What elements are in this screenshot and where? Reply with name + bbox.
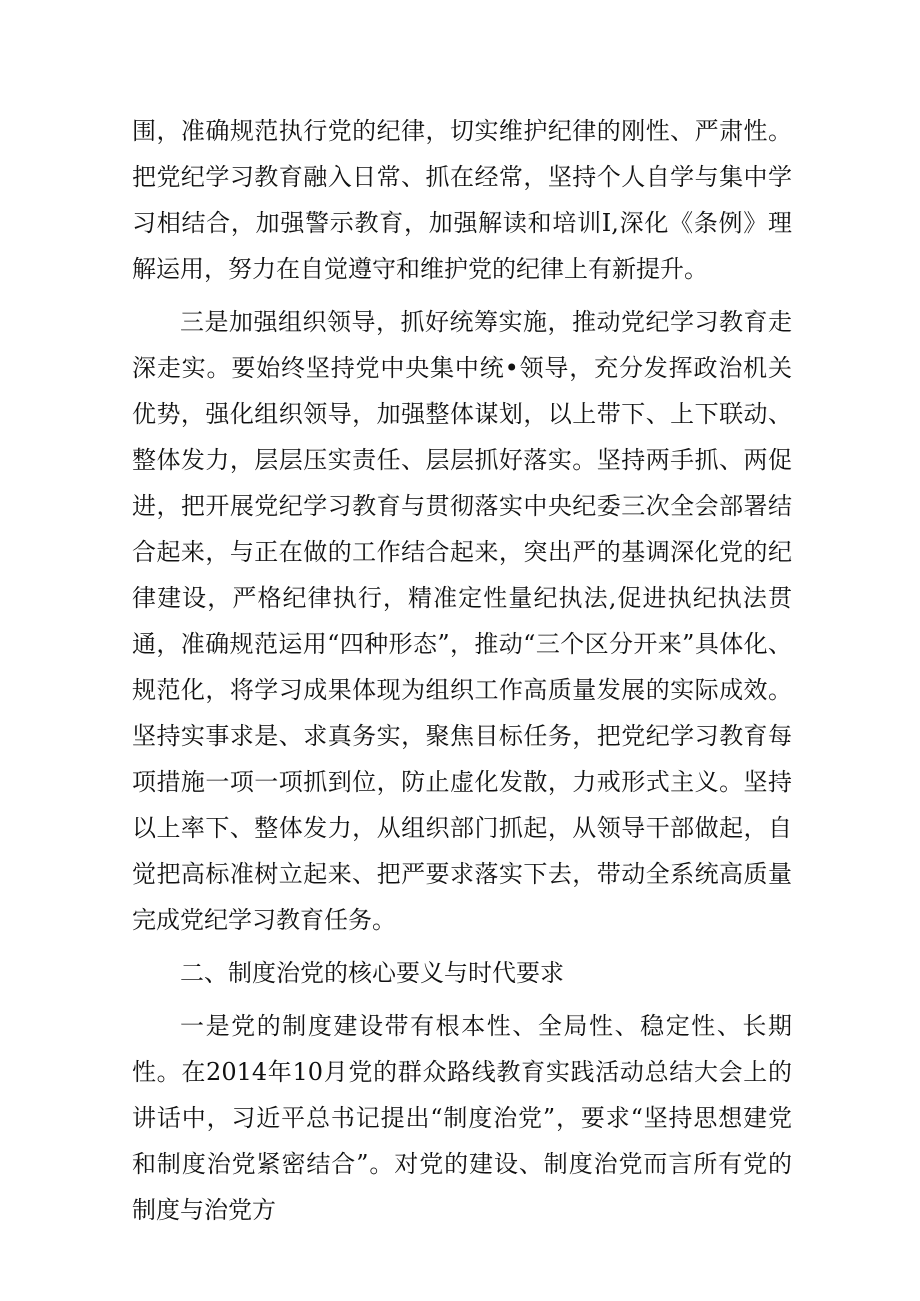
paragraph-organization-leadership: 三是加强组织领导，抓好统筹实施，推动党纪学习教育走深走实。要始终坚持党中央集中统•领导，充分发挥政治机关优势，强化组织领导，加强整体谋划，以上带下、上下联动、整体发力，层层压实责任、层层抓好落实。坚持两手抓、两促进，把开展党纪学习教育与贯彻落实中央纪委三次全会部署结合起来，与正在做的工作结合起来，突出严的基调深化党的纪律建设，严格纪律执行，精准定性量纪执法,促进执纪执法贯通，准确规范运用“四种形态”，推动“三个区分开来”具体化、规范化，将学习成果体现为组织工作高质量发展的实际成效。坚持实事求是、求真务实，聚焦目标任务，把党纪学习教育每项措施一项一项抓到位，防止虚化发散，力戒形式主义。坚持以上率下、整体发力，从组织部门抓起，从领导干部做起，自觉把高标准树立起来、把严要求落实下去，带动全系统高质量完成党纪学习教育任务。 xyxy=(132,308,792,934)
section-heading: 二、制度治党的核心要义与时代要求 xyxy=(180,959,564,987)
document-body xyxy=(132,108,792,1233)
paragraph-continuation: 围，准确规范执行党的纪律，切实维护纪律的刚性、严肃性。把党纪学习教育融入日常、抓在经常，坚持个人自学与集中学习相结合，加强警示教育，加强解读和培训I,深化《条例》理解运用，努力在自觉遵守和维护党的纪律上有新提升。 xyxy=(132,117,792,283)
paragraph-institutional-building: 一是党的制度建设带有根本性、全局性、稳定性、长期性。在2014年10月党的群众路线教育实践活动总结大会上的讲话中，习近平总书记提出“制度治党”，要求“坚持思想建党和制度治党紧密结合”。对党的建设、制度治党而言所有党的制度与治党方 xyxy=(132,1012,792,1224)
